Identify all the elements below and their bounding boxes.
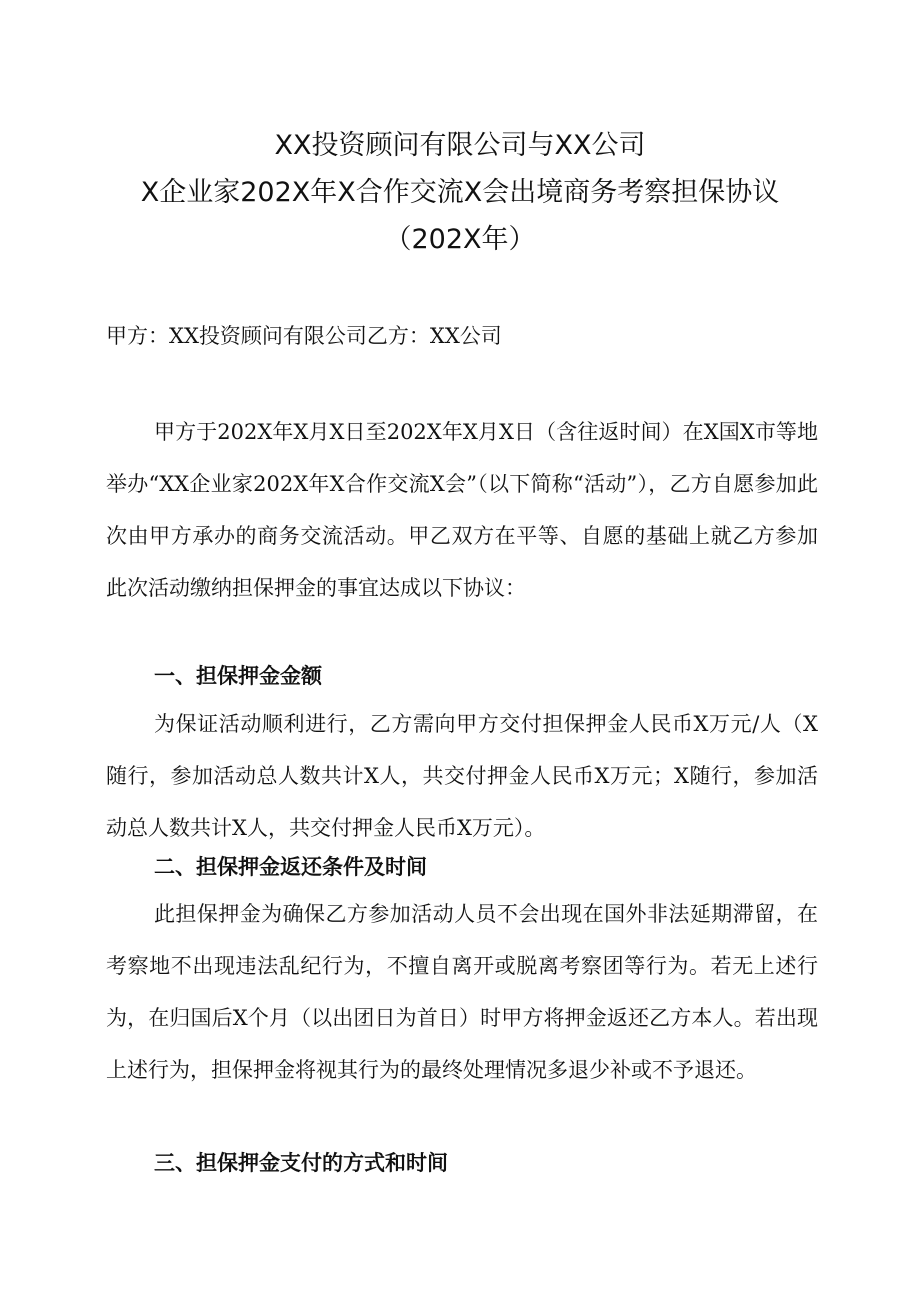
intro-paragraph: 甲方于202X年X月X日至202X年X月X日（含往返时间）在X国X市等地举办“XX企业家202X年X合作交流X会”（以下简称“活动”），乙方自愿参加此次由甲方承办的商务交流活动。甲乙双方在平等、自愿的基础上就乙方参加此次活动缴纳担保押金的事宜达成以下协议： [106, 420, 818, 600]
section-2-paragraph: 此担保押金为确保乙方参加活动人员不会出现在国外非法延期滞留，在考察地不出现违法乱纪行为，不擅自离开或脱离考察团等行为。若无上述行为，在归国后X个月（以出团日为首日）时甲方将押金返还乙方本人。若出现上述行为，担保押金将视其行为的最终处理情况多退少补或不予退还。 [106, 902, 818, 1082]
parties-line: 甲方：XX投资顾问有限公司乙方：XX公司 [106, 324, 502, 348]
section-1-heading: 一、担保押金金额 [154, 664, 322, 688]
document-title-line-2: X企业家202X年X合作交流X会出境商务考察担保协议 [140, 177, 780, 208]
section-3-heading: 三、担保押金支付的方式和时间 [154, 1151, 448, 1175]
section-2-heading: 二、担保押金返还条件及时间 [154, 855, 427, 879]
section-1-paragraph: 为保证活动顺利进行，乙方需向甲方交付担保押金人民币X万元/人（X随行，参加活动总人数共计X人，共交付押金人民币X万元；X随行，参加活动总人数共计X人，共交付押金人民币X万元）。 [106, 712, 818, 840]
document-title-line-3: （202X年） [384, 224, 536, 255]
document-title-line-1: XX投资顾问有限公司与XX公司 [274, 130, 646, 161]
